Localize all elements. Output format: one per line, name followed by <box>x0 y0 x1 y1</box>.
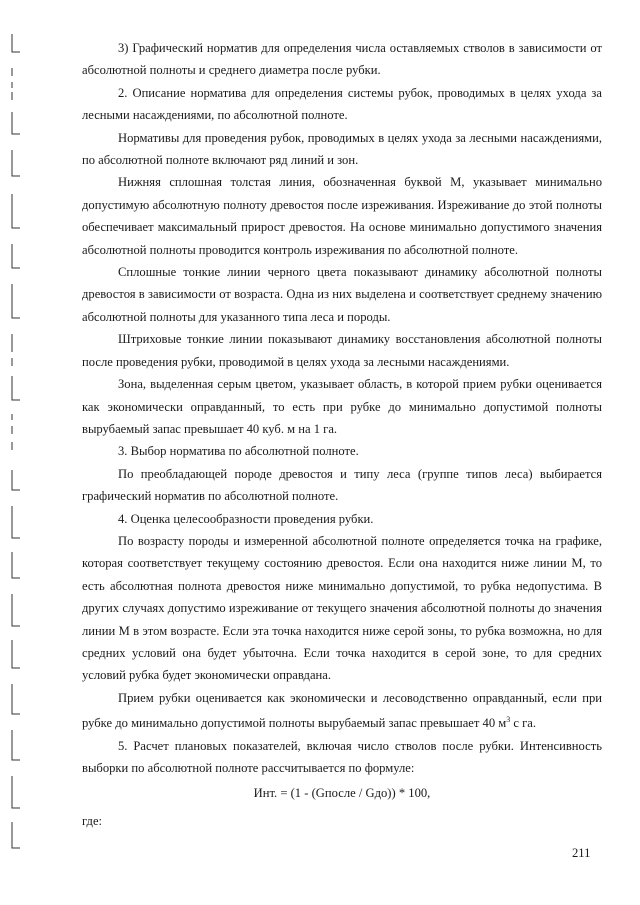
paragraph-text: Прием рубки оценивается как экономически и лесоводственно оправданный, если при рубке до минимально допустимой полноты вырубаемый запас превышает 40 м <box>82 690 602 731</box>
paragraph-tail: с га. <box>510 716 537 731</box>
paragraph-with-unit <box>82 687 602 735</box>
where-label: где: <box>82 814 103 828</box>
document-body <box>82 37 602 832</box>
section-heading: 3. Выбор норматива по абсолютной полноте. <box>118 444 359 459</box>
section-heading: 4. Оценка целесообразности проведения рубки. <box>118 511 374 526</box>
paragraph: По возрасту породы и измеренной абсолютной полноте определяется точка на графике, которая соответствует текущему состоянию древостоя. Если она находится ниже линии М, то есть абсолютная полнота древостоя ниже минимально допустимой, то рубка недопустима. В других случаях допустимо изреживание от текущего значения абсолютной полноты до значения линии М в этом возрасте. Если эта точка находится ниже серой зоны, то рубка возможна, но для средних условий она будет убыточна. Если точка находится в серой зоне, то для средних условий рубка будет экономически оправдана. <box>82 533 602 683</box>
paragraph: Сплошные тонкие линии черного цвета показывают динамику абсолютной полноты древостоя в зависимости от возраста. Одна из них выделена и соответствует среднему значению абсолютной полноты для указанного типа леса и породы. <box>82 265 602 324</box>
paragraph: По преобладающей породе древостоя и типу леса (группе типов леса) выбирается графический норматив по абсолютной полноте. <box>82 466 602 504</box>
page-number: 211 <box>572 846 591 860</box>
unit-superscript: 3 <box>506 715 511 725</box>
section-heading: 5. Расчет плановых показателей, включая число стволов после рубки. Интенсивность выборки по абсолютной полноте рассчитывается по формуле: <box>82 738 602 776</box>
paragraph: 2. Описание норматива для определения системы рубок, проводимых в целях ухода за лесными насаждениями, по абсолютной полноте. <box>82 85 602 123</box>
paragraph: Штриховые тонкие линии показывают динамику восстановления абсолютной полноты после проведения рубки, проводимой в целях ухода за лесными насаждениями. <box>82 332 602 369</box>
paragraph: Нормативы для проведения рубок, проводимых в целях ухода за лесными насаждениями, по абсолютной полноте включают ряд линий и зон. <box>82 130 602 168</box>
formula: Инт. = (1 - (Gпосле / Gдо)) * 100, <box>253 785 431 800</box>
binding-margin-marks <box>0 0 30 905</box>
paragraph: 3) Графический норматив для определения числа оставляемых стволов в зависимости от абсолютной полноты и среднего диаметра после рубки. <box>82 41 602 78</box>
paragraph: Нижняя сплошная толстая линия, обозначенная буквой М, указывает минимально допустимую абсолютную полноту древостоя после изреживания. Изреживание до этой полноты обеспечивает максимальный прирост древостоя. На основе минимально допустимого значения абсолютной полноты проводится контроль изреживания по абсолютной полноте. <box>82 175 602 257</box>
paragraph: Зона, выделенная серым цветом, указывает область, в которой прием рубки оценивается как экономически оправданный, то есть при рубке до минимально допустимой полноты вырубаемый запас превышает 40 куб. м на 1 га. <box>82 377 602 436</box>
